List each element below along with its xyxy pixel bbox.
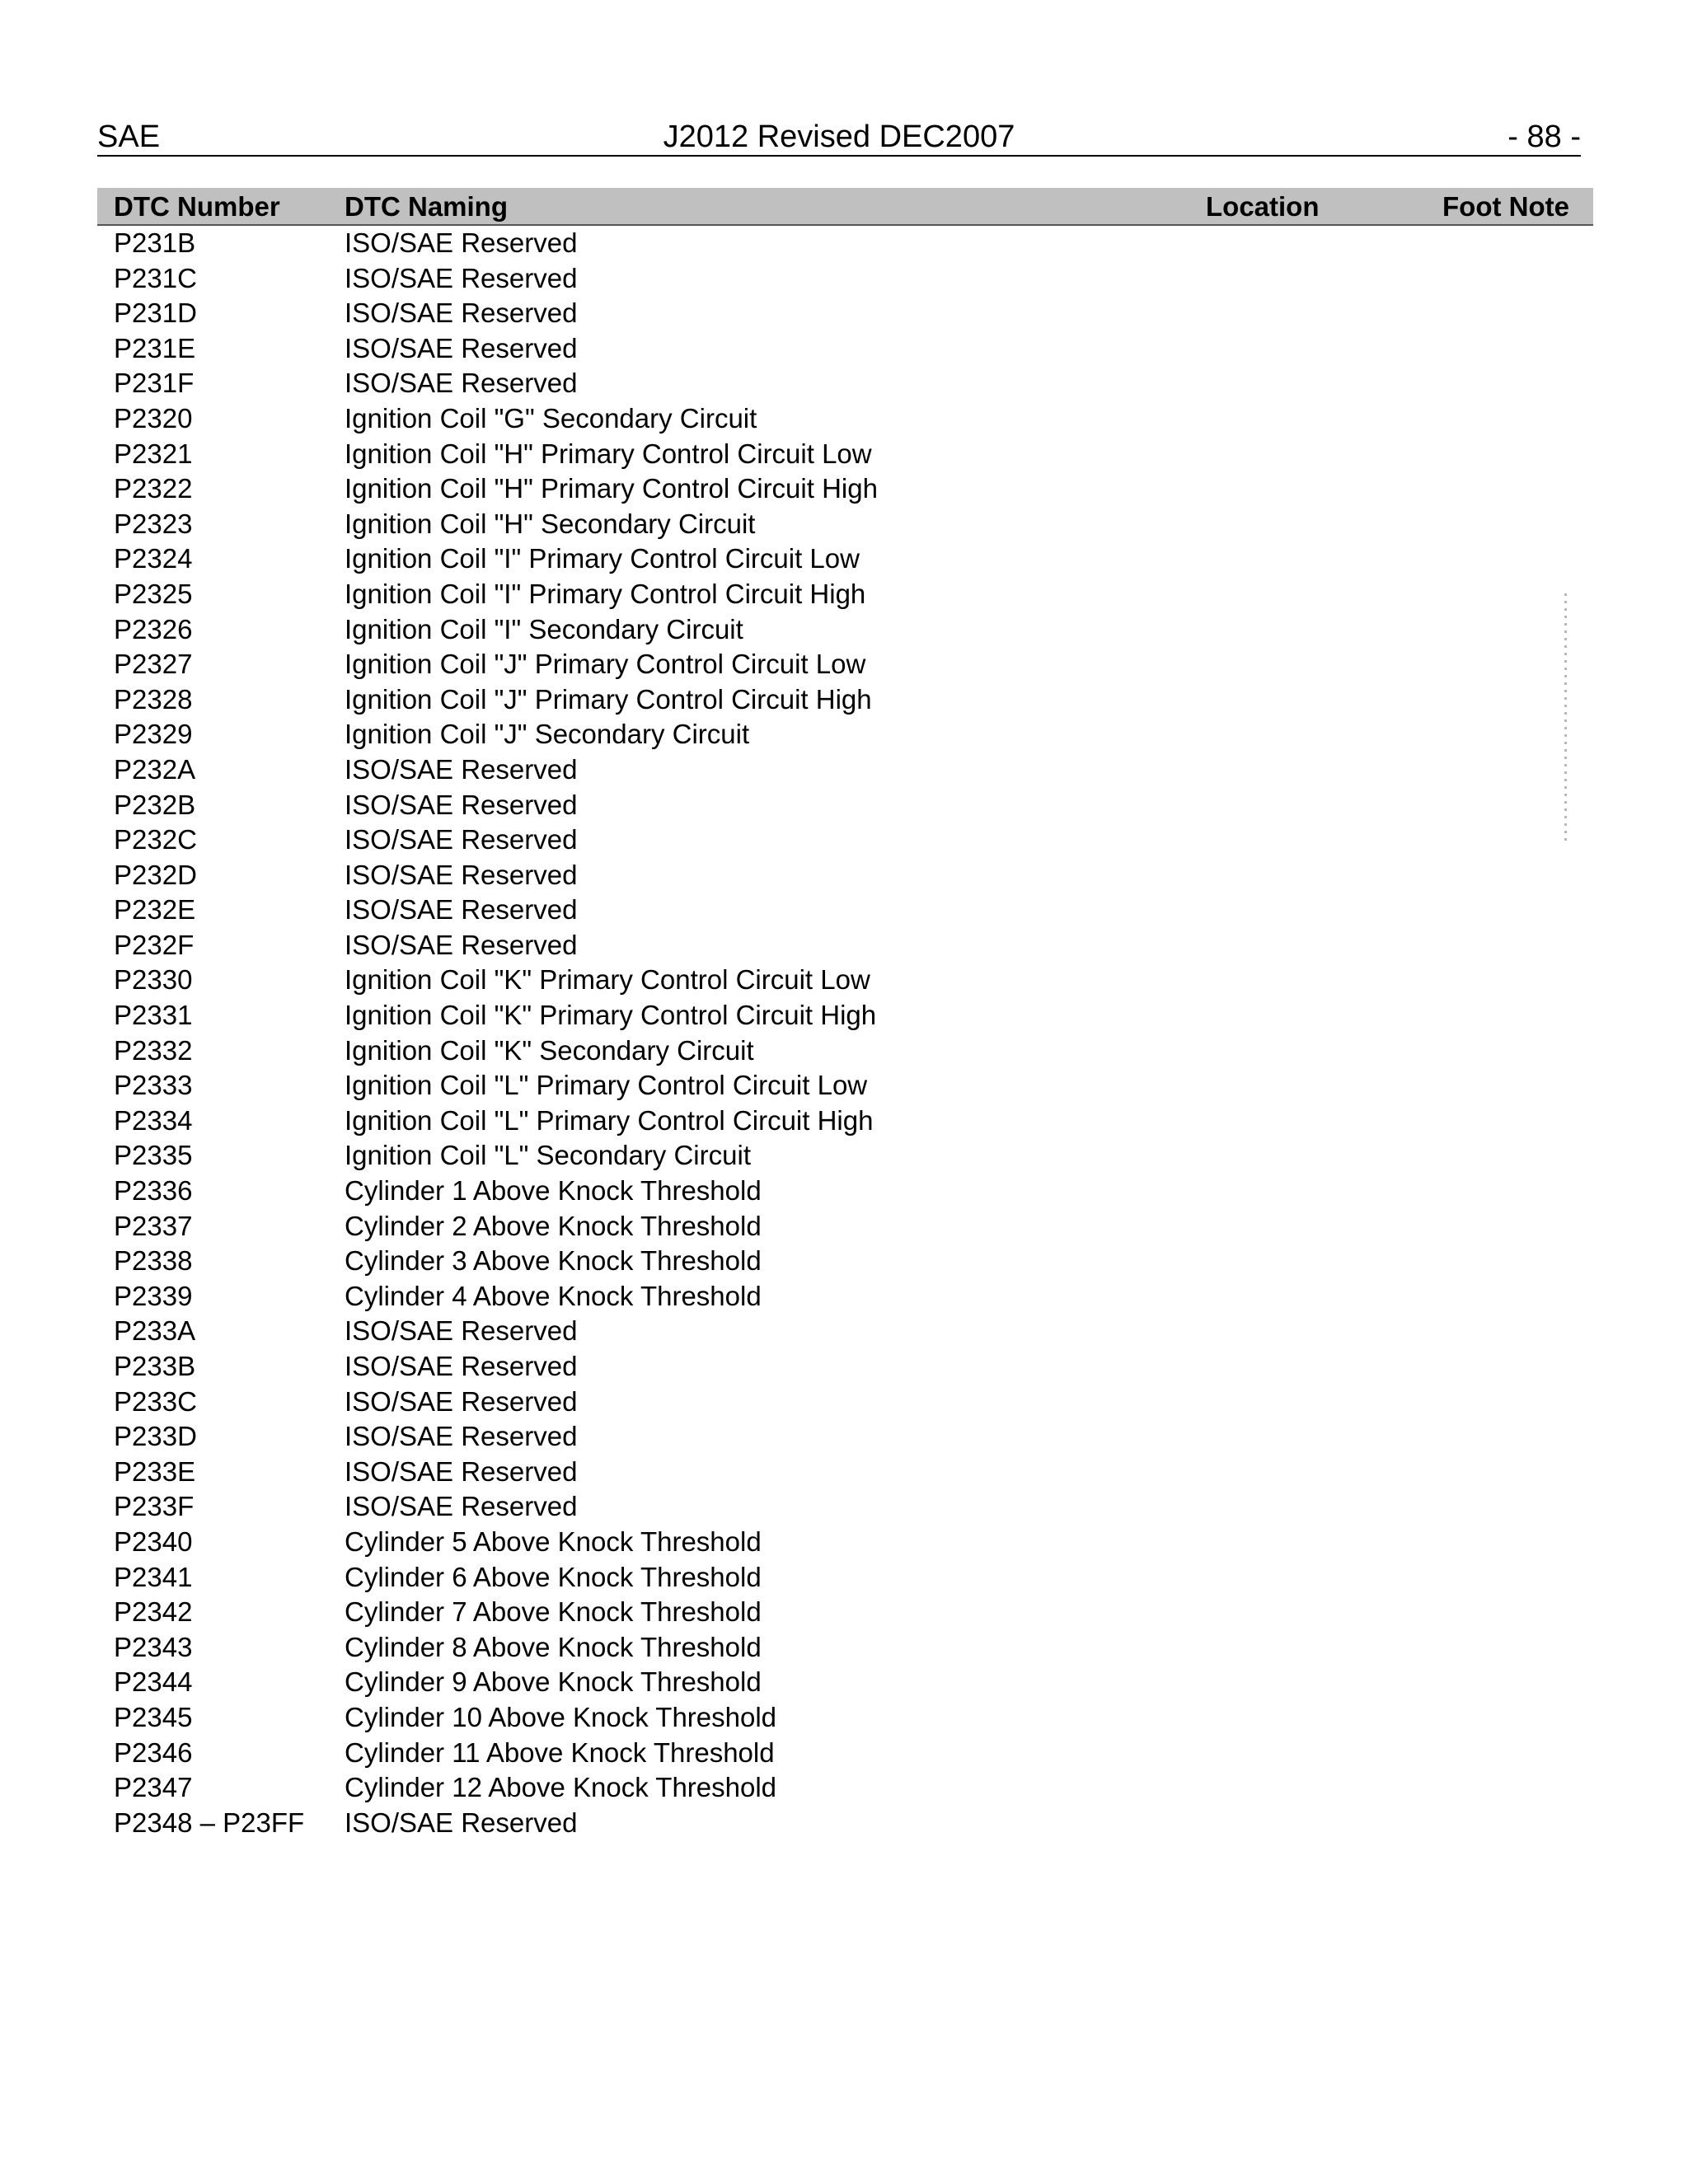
table-row (97, 577, 1593, 612)
dtc-number-cell: P2340 (114, 1526, 193, 1557)
dtc-number-cell: P2327 (114, 649, 193, 680)
dtc-naming-cell: Cylinder 1 Above Knock Threshold (345, 1175, 762, 1207)
dtc-naming-cell: Cylinder 9 Above Knock Threshold (345, 1666, 762, 1698)
dtc-naming-cell: ISO/SAE Reserved (345, 332, 578, 363)
dtc-naming-cell: ISO/SAE Reserved (345, 298, 578, 329)
dtc-naming-cell: ISO/SAE Reserved (345, 1385, 578, 1417)
table-row (97, 1174, 1593, 1209)
dtc-number-cell: P232E (114, 894, 196, 926)
dtc-naming-cell: Ignition Coil "I" Secondary Circuit (345, 613, 743, 644)
dtc-naming-cell: ISO/SAE Reserved (345, 1421, 578, 1452)
table-row (97, 998, 1593, 1033)
dtc-naming-cell: ISO/SAE Reserved (345, 262, 578, 293)
dtc-number-cell: P2331 (114, 1000, 193, 1031)
dtc-naming-cell: ISO/SAE Reserved (345, 227, 578, 258)
dtc-number-cell: P2337 (114, 1210, 193, 1241)
dtc-naming-cell: ISO/SAE Reserved (345, 1455, 578, 1487)
table-row (97, 437, 1593, 472)
table-header (97, 188, 1593, 226)
dtc-naming-cell: ISO/SAE Reserved (345, 1807, 578, 1838)
table-row (97, 717, 1593, 752)
table-row (97, 1033, 1593, 1069)
table-row (97, 507, 1593, 542)
dtc-number-cell: P233F (114, 1491, 195, 1522)
dtc-number-cell: P2348 – P23FF (114, 1807, 305, 1838)
table-row (97, 858, 1593, 893)
dtc-number-cell: P233E (114, 1455, 196, 1487)
dtc-naming-cell: Ignition Coil "H" Primary Control Circuit Low (345, 438, 872, 469)
header-document-title: J2012 Revised DEC2007 (663, 120, 1015, 154)
header-org: SAE (97, 120, 161, 154)
column-header-dtc-number: DTC Number (114, 191, 280, 222)
dtc-number-cell: P2347 (114, 1772, 193, 1803)
dtc-number-cell: P233D (114, 1421, 197, 1452)
table-row (97, 647, 1593, 682)
table-row (97, 1630, 1593, 1666)
table-row (97, 226, 1593, 261)
dtc-number-cell: P2328 (114, 683, 193, 715)
table-row (97, 1068, 1593, 1104)
dtc-number-cell: P232A (114, 753, 196, 785)
table-row (97, 1489, 1593, 1525)
dtc-number-cell: P231B (114, 227, 196, 258)
table-row (97, 1595, 1593, 1630)
column-header-dtc-naming: DTC Naming (345, 191, 508, 222)
dtc-number-cell: P231C (114, 262, 197, 293)
table-row (97, 612, 1593, 648)
table-row (97, 1314, 1593, 1349)
table-row (97, 963, 1593, 998)
dtc-naming-cell: Ignition Coil "G" Secondary Circuit (345, 402, 757, 434)
dtc-number-cell: P232C (114, 824, 197, 855)
table-row (97, 541, 1593, 577)
table-row (97, 261, 1593, 297)
table-row (97, 401, 1593, 437)
dtc-number-cell: P2321 (114, 438, 193, 469)
dtc-naming-cell: ISO/SAE Reserved (345, 1491, 578, 1522)
table-row (97, 1525, 1593, 1560)
dtc-number-cell: P2335 (114, 1140, 193, 1171)
dtc-naming-cell: Cylinder 2 Above Knock Threshold (345, 1210, 762, 1241)
dtc-number-cell: P2320 (114, 402, 193, 434)
dtc-naming-cell: Cylinder 6 Above Knock Threshold (345, 1561, 762, 1592)
table-body (97, 226, 1593, 1840)
dtc-number-cell: P2339 (114, 1280, 193, 1311)
dtc-number-cell: P231E (114, 332, 196, 363)
dtc-number-cell: P2344 (114, 1666, 193, 1698)
dtc-naming-cell: ISO/SAE Reserved (345, 894, 578, 926)
dtc-naming-cell: Cylinder 7 Above Knock Threshold (345, 1596, 762, 1628)
dtc-number-cell: P232D (114, 859, 197, 890)
column-header-foot-note: Foot Note (1442, 191, 1569, 222)
dtc-naming-cell: Ignition Coil "L" Secondary Circuit (345, 1140, 751, 1171)
scan-artifact (1564, 593, 1567, 841)
dtc-number-cell: P233C (114, 1385, 197, 1417)
table-row (97, 471, 1593, 507)
table-row (97, 1349, 1593, 1385)
dtc-naming-cell: ISO/SAE Reserved (345, 753, 578, 785)
table-row (97, 928, 1593, 963)
dtc-number-cell: P2324 (114, 543, 193, 574)
dtc-number-cell: P2346 (114, 1736, 193, 1768)
dtc-number-cell: P231F (114, 368, 195, 399)
dtc-naming-cell: ISO/SAE Reserved (345, 1351, 578, 1381)
dtc-number-cell: P2330 (114, 964, 193, 996)
dtc-naming-cell: Ignition Coil "H" Secondary Circuit (345, 508, 756, 539)
table-row (97, 1138, 1593, 1174)
dtc-naming-cell: Ignition Coil "J" Primary Control Circuit Low (345, 649, 866, 680)
table-row (97, 296, 1593, 331)
table-row (97, 1385, 1593, 1420)
dtc-number-cell: P2334 (114, 1104, 193, 1136)
dtc-number-cell: P2326 (114, 613, 193, 644)
dtc-number-cell: P2322 (114, 473, 193, 504)
dtc-number-cell: P2325 (114, 578, 193, 609)
dtc-number-cell: P2336 (114, 1175, 193, 1207)
dtc-naming-cell: ISO/SAE Reserved (345, 929, 578, 960)
table-row (97, 752, 1593, 788)
dtc-number-cell: P233B (114, 1351, 196, 1381)
dtc-naming-cell: Cylinder 8 Above Knock Threshold (345, 1631, 762, 1662)
dtc-number-cell: P2338 (114, 1245, 193, 1277)
dtc-number-cell: P2323 (114, 508, 193, 539)
dtc-number-cell: P233A (114, 1315, 196, 1347)
table-row (97, 893, 1593, 928)
dtc-table (97, 188, 1593, 1840)
dtc-naming-cell: Ignition Coil "J" Secondary Circuit (345, 719, 750, 750)
dtc-naming-cell: Ignition Coil "H" Primary Control Circuit High (345, 473, 878, 504)
dtc-number-cell: P232B (114, 789, 196, 820)
dtc-naming-cell: Ignition Coil "K" Primary Control Circuit High (345, 1000, 877, 1031)
dtc-naming-cell: ISO/SAE Reserved (345, 789, 578, 820)
dtc-number-cell: P2332 (114, 1034, 193, 1066)
dtc-number-cell: P2342 (114, 1596, 193, 1628)
dtc-naming-cell: Ignition Coil "J" Primary Control Circuit High (345, 683, 872, 715)
dtc-naming-cell: Cylinder 4 Above Knock Threshold (345, 1280, 762, 1311)
dtc-naming-cell: Ignition Coil "I" Primary Control Circuit High (345, 578, 866, 609)
column-header-location: Location (1206, 191, 1320, 222)
page-header (97, 119, 1581, 157)
table-row (97, 1279, 1593, 1315)
dtc-naming-cell: ISO/SAE Reserved (345, 824, 578, 855)
dtc-number-cell: P231D (114, 298, 197, 329)
table-row (97, 1244, 1593, 1279)
dtc-naming-cell: Cylinder 5 Above Knock Threshold (345, 1526, 762, 1557)
table-row (97, 1455, 1593, 1490)
dtc-number-cell: P2333 (114, 1070, 193, 1101)
table-row (97, 1209, 1593, 1244)
dtc-number-cell: P2343 (114, 1631, 193, 1662)
table-row (97, 366, 1593, 401)
dtc-naming-cell: ISO/SAE Reserved (345, 1315, 578, 1347)
dtc-naming-cell: Cylinder 3 Above Knock Threshold (345, 1245, 762, 1277)
dtc-number-cell: P2329 (114, 719, 193, 750)
table-row (97, 682, 1593, 718)
dtc-number-cell: P2341 (114, 1561, 193, 1592)
table-row (97, 788, 1593, 823)
dtc-naming-cell: ISO/SAE Reserved (345, 368, 578, 399)
dtc-naming-cell: Cylinder 11 Above Knock Threshold (345, 1736, 775, 1768)
dtc-naming-cell: Ignition Coil "K" Secondary Circuit (345, 1034, 754, 1066)
dtc-number-cell: P232F (114, 929, 195, 960)
table-row (97, 331, 1593, 367)
table-row (97, 823, 1593, 858)
table-row (97, 1665, 1593, 1700)
table-row (97, 1736, 1593, 1771)
dtc-naming-cell: Ignition Coil "L" Primary Control Circuit High (345, 1104, 874, 1136)
table-row (97, 1770, 1593, 1806)
table-row (97, 1104, 1593, 1139)
header-page-number: - 88 - (1507, 120, 1581, 154)
dtc-naming-cell: Cylinder 12 Above Knock Threshold (345, 1772, 777, 1803)
table-row (97, 1700, 1593, 1736)
dtc-naming-cell: Ignition Coil "K" Primary Control Circuit Low (345, 964, 870, 996)
dtc-number-cell: P2345 (114, 1701, 193, 1732)
dtc-naming-cell: ISO/SAE Reserved (345, 859, 578, 890)
table-row (97, 1419, 1593, 1455)
dtc-naming-cell: Ignition Coil "L" Primary Control Circuit Low (345, 1070, 868, 1101)
dtc-naming-cell: Cylinder 10 Above Knock Threshold (345, 1701, 777, 1732)
dtc-naming-cell: Ignition Coil "I" Primary Control Circuit Low (345, 543, 860, 574)
table-row (97, 1806, 1593, 1841)
table-row (97, 1560, 1593, 1596)
